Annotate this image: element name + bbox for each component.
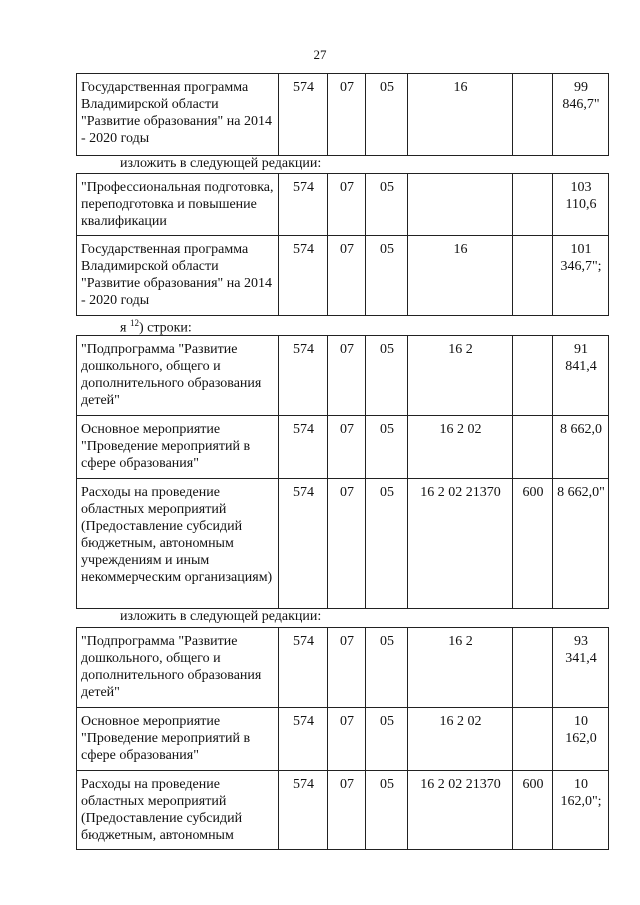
row-vr xyxy=(513,236,553,316)
row-code: 574 xyxy=(279,416,328,479)
row-csr: 16 2 02 21370 xyxy=(408,479,513,609)
row-name: Расходы на проведение областных мероприятий (Предоставление субсидий бюджетным, автономным xyxy=(77,771,279,850)
row-vr xyxy=(513,336,553,416)
footnote-ref: 12 xyxy=(129,318,139,328)
row-name: "Подпрограмма "Развитие дошкольного, общего и дополнительного образования детей" xyxy=(77,336,279,416)
row-csr: 16 2 02 xyxy=(408,416,513,479)
row-sum: 93 341,4 xyxy=(553,628,609,708)
row-subsection: 05 xyxy=(366,74,408,156)
row-vr xyxy=(513,416,553,479)
row-subsection: 05 xyxy=(366,628,408,708)
table-row xyxy=(77,628,609,708)
row-code: 574 xyxy=(279,174,328,236)
budget-table-4 xyxy=(76,627,609,850)
row-section: 07 xyxy=(328,174,366,236)
row-sum: 101 346,7"; xyxy=(553,236,609,316)
table-row xyxy=(77,708,609,771)
row-code: 574 xyxy=(279,771,328,850)
row-vr xyxy=(513,708,553,771)
table-row xyxy=(77,336,609,416)
row-sum: 99 846,7" xyxy=(553,74,609,156)
row-csr xyxy=(408,174,513,236)
row-section: 07 xyxy=(328,236,366,316)
table-row xyxy=(77,771,609,850)
table-row xyxy=(77,74,609,156)
row-name: Основное мероприятие "Проведение мероприятий в сфере образования" xyxy=(77,708,279,771)
note-prefix: я xyxy=(120,320,127,336)
row-section: 07 xyxy=(328,74,366,156)
row-code: 574 xyxy=(279,708,328,771)
table-row xyxy=(77,236,609,316)
row-sum: 10 162,0"; xyxy=(553,771,609,850)
row-subsection: 05 xyxy=(366,416,408,479)
row-csr: 16 2 xyxy=(408,628,513,708)
row-csr: 16 xyxy=(408,236,513,316)
row-csr: 16 2 xyxy=(408,336,513,416)
table-row xyxy=(77,174,609,236)
row-vr xyxy=(513,628,553,708)
row-sum: 8 662,0" xyxy=(553,479,609,609)
row-name: "Профессиональная подготовка, переподготовка и повышение квалификации xyxy=(77,174,279,236)
row-section: 07 xyxy=(328,708,366,771)
note-after-table-3: изложить в следующей редакции: xyxy=(120,609,322,624)
row-code: 574 xyxy=(279,628,328,708)
row-section: 07 xyxy=(328,336,366,416)
table-row xyxy=(77,479,609,609)
budget-table-3 xyxy=(76,335,609,609)
budget-table-1 xyxy=(76,73,609,156)
row-subsection: 05 xyxy=(366,479,408,609)
row-name: "Подпрограмма "Развитие дошкольного, общего и дополнительного образования детей" xyxy=(77,628,279,708)
row-code: 574 xyxy=(279,479,328,609)
row-sum: 103 110,6 xyxy=(553,174,609,236)
row-section: 07 xyxy=(328,771,366,850)
row-subsection: 05 xyxy=(366,236,408,316)
row-vr xyxy=(513,174,553,236)
row-subsection: 05 xyxy=(366,708,408,771)
row-csr: 16 2 02 xyxy=(408,708,513,771)
row-subsection: 05 xyxy=(366,771,408,850)
row-sum: 91 841,4 xyxy=(553,336,609,416)
row-section: 07 xyxy=(328,479,366,609)
row-vr: 600 xyxy=(513,771,553,850)
row-code: 574 xyxy=(279,336,328,416)
row-subsection: 05 xyxy=(366,174,408,236)
table-row xyxy=(77,416,609,479)
row-subsection: 05 xyxy=(366,336,408,416)
budget-table-2 xyxy=(76,173,609,316)
row-section: 07 xyxy=(328,628,366,708)
row-section: 07 xyxy=(328,416,366,479)
page-number: 27 xyxy=(313,47,327,62)
row-name: Основное мероприятие "Проведение мероприятий в сфере образования" xyxy=(77,416,279,479)
row-name: Государственная программа Владимирской области "Развитие образования" на 2014 - 2020 годы xyxy=(77,74,279,156)
row-csr: 16 xyxy=(408,74,513,156)
row-vr: 600 xyxy=(513,479,553,609)
row-name: Расходы на проведение областных мероприятий (Предоставление субсидий бюджетным, автономным учреждениям и иным некоммерческим организациям) xyxy=(77,479,279,609)
row-name: Государственная программа Владимирской области "Развитие образования" на 2014 - 2020 годы xyxy=(77,236,279,316)
row-vr xyxy=(513,74,553,156)
row-code: 574 xyxy=(279,74,328,156)
row-code: 574 xyxy=(279,236,328,316)
row-sum: 8 662,0 xyxy=(553,416,609,479)
note-after-table-2 xyxy=(120,318,192,337)
row-sum: 10 162,0 xyxy=(553,708,609,771)
row-csr: 16 2 02 21370 xyxy=(408,771,513,850)
note-suffix: ) строки: xyxy=(138,320,192,336)
note-after-table-1: изложить в следующей редакции: xyxy=(120,156,322,171)
